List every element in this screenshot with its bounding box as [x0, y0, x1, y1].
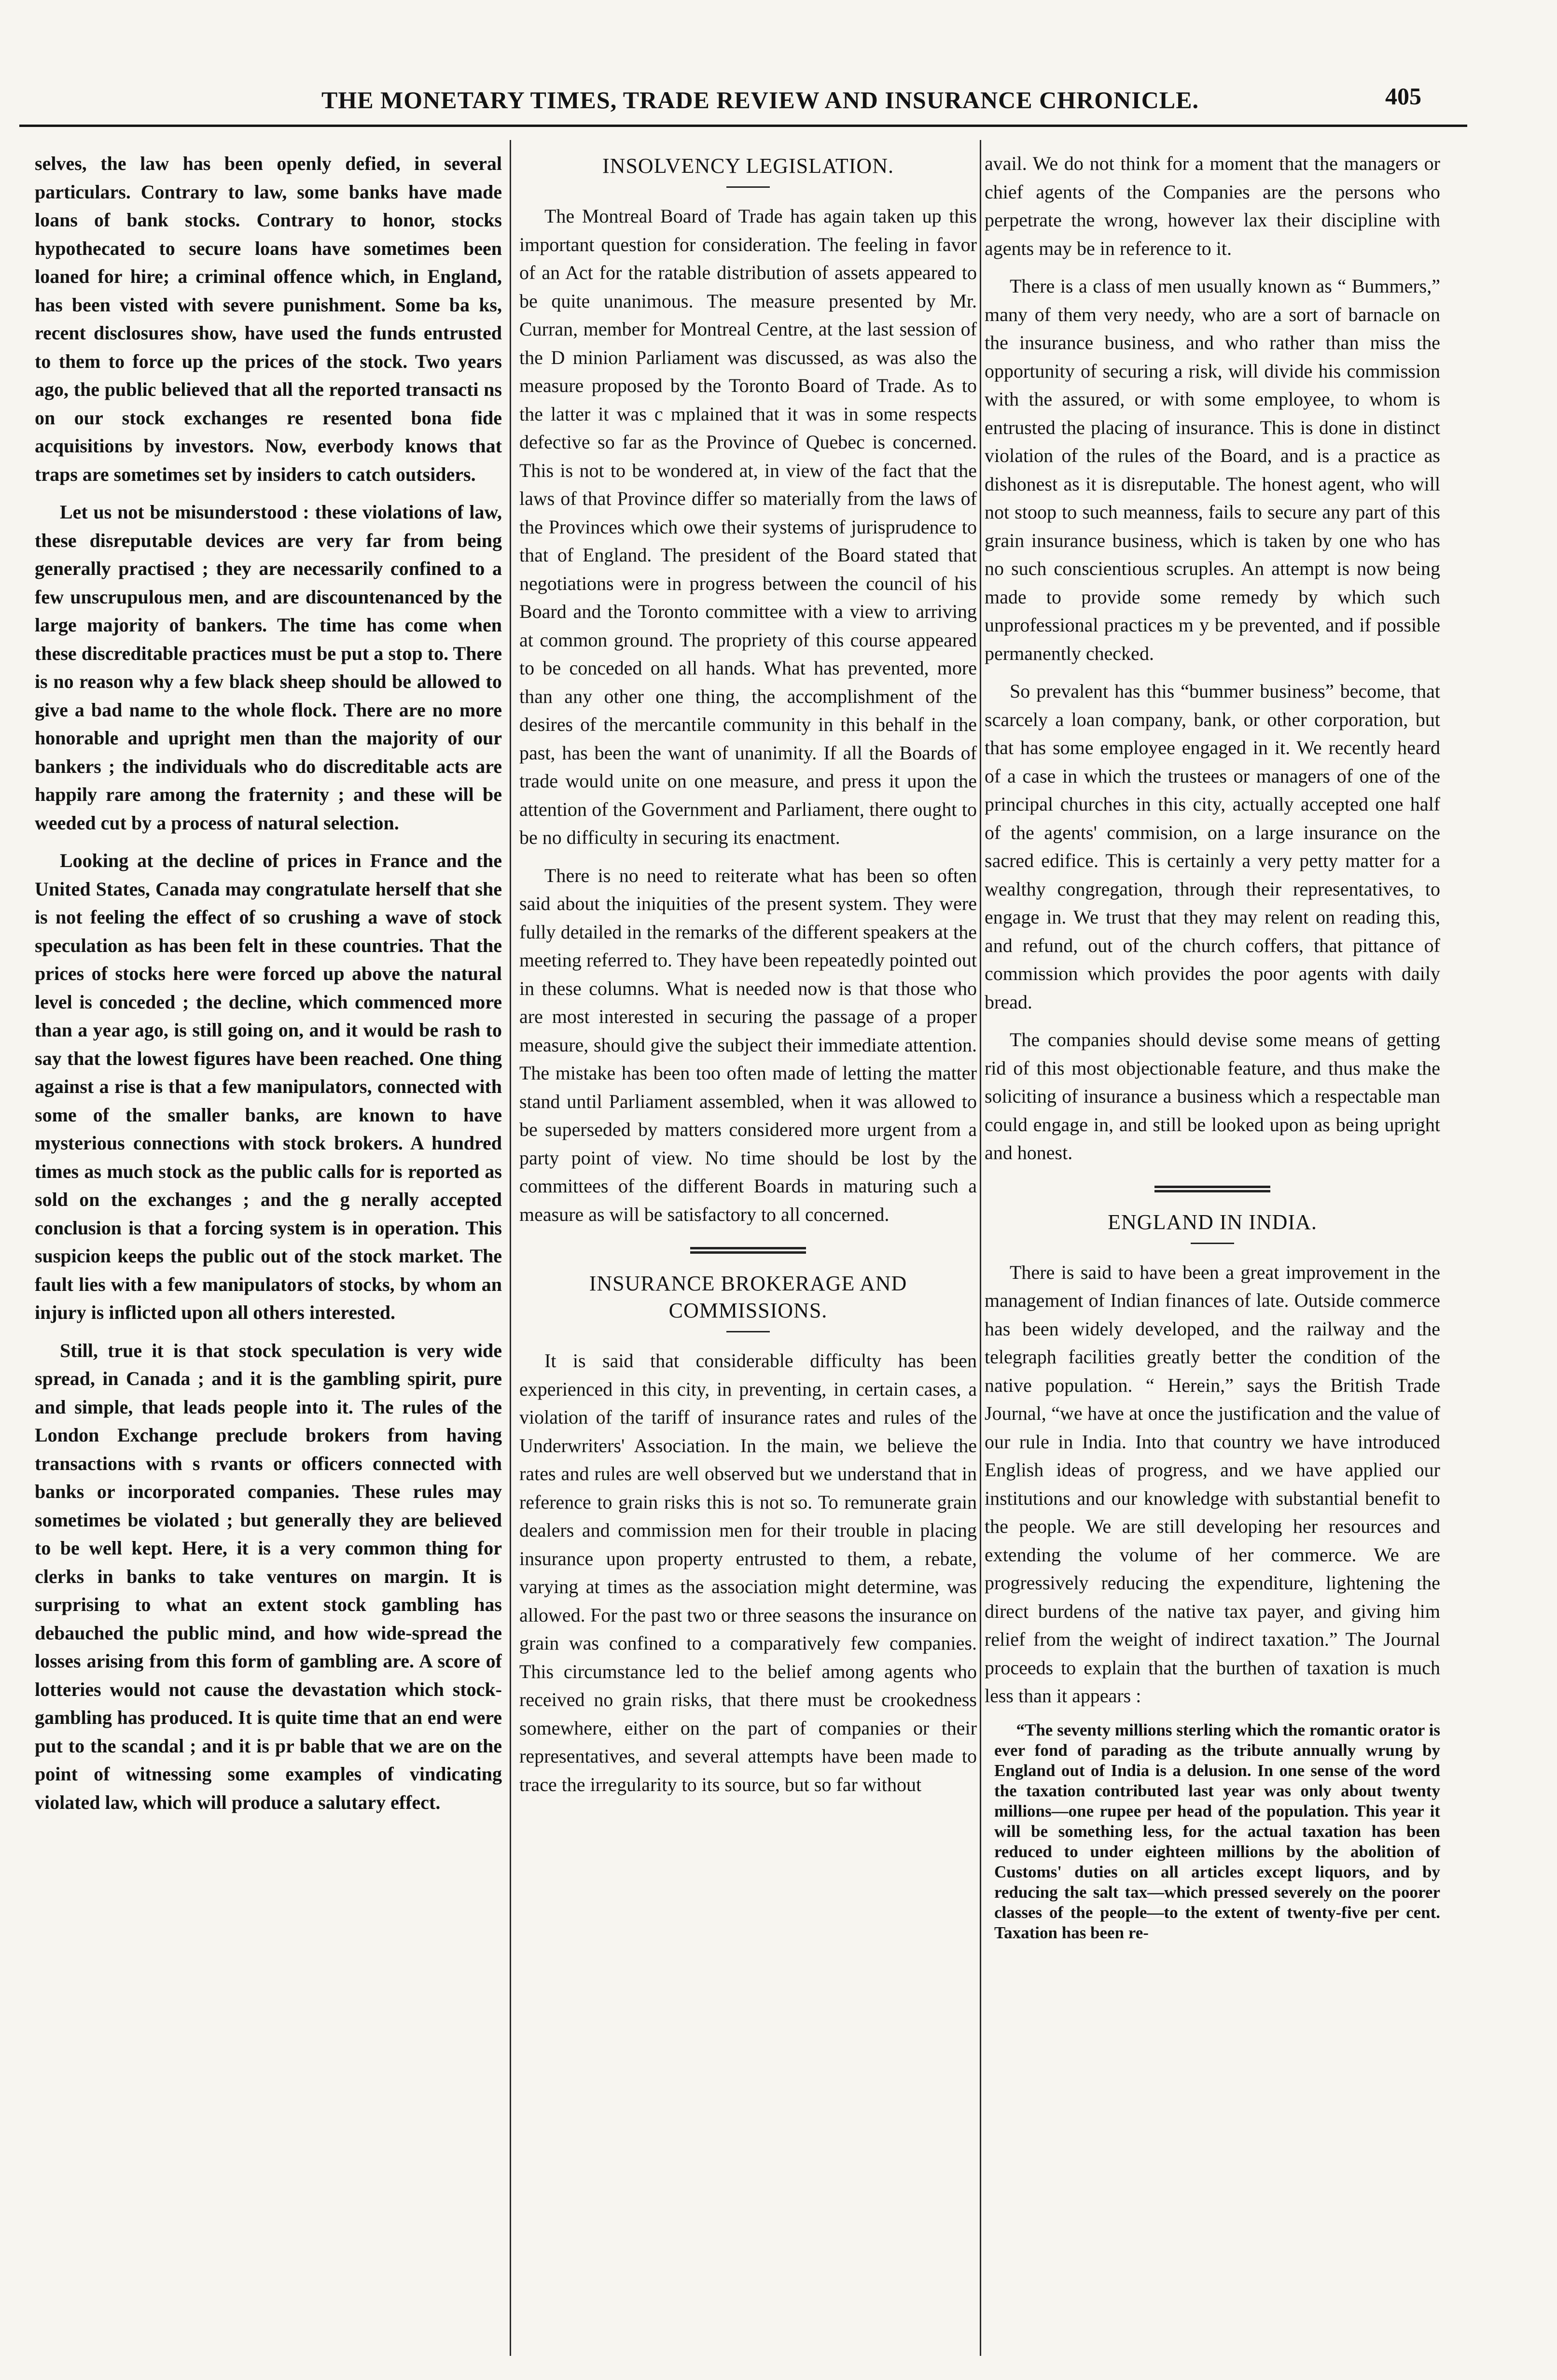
- paragraph: The companies should devise some means of getting rid of this most objectionable feature, and thus make the soliciting of insurance a business which a respectable man could engage in, and still be looked upon as being upright and honest.: [985, 1029, 1440, 1163]
- paragraph: avail. We do not think for a moment that the managers or chief agents of the Companies are the persons who perpetrate the wrong, however lax their discipline with agents may be in reference to it.: [985, 153, 1440, 259]
- section-divider: [1154, 1186, 1270, 1192]
- heading-rule: [726, 1331, 770, 1332]
- column-3: [985, 150, 1440, 2351]
- column-1: [35, 150, 502, 2351]
- paragraph: Looking at the decline of prices in France and the United States, Canada may congratulate herself that she is not feeling the effect of so crushing a wave of stock speculation as has been felt in these countries. That the prices of stocks here were forced up above the natural level is conceded ; the decline, which commenced more than a year ago, is still going on, and it would be rash to say that the lowest figures have been reached. One thing against a rise is that a few manipulators, connected with some of the smaller banks, are known to have mysterious connections with stock brokers. A hundred times as much stock as the public calls for is reported as sold on the exchanges ; and the g nerally accepted conclusion is that a forcing system is in operation. This suspicion keeps the public out of the stock market. The fault lies with a few manipulators of stocks, by whom an injury is inflicted upon all others interested.: [35, 850, 502, 1323]
- paragraph: Let us not be misunderstood : these violations of law, these disreputable devices are very far from being generally practised ; they are necessarily confined to a few unscrupulous men, and are discountenanced by the large majority of bankers. The time has come when these discreditable practices must be put a stop to. There is no reason why a few black sheep should be allowed to give a bad name to the whole flock. There are no more honorable and upright men than the majority of our bankers ; the individuals who do discreditable acts are happily rare among the fraternity ; and these will be weeded cut by a process of natural selection.: [35, 501, 502, 834]
- paragraph: There is no need to reiterate what has been so often said about the iniquities of the present system. They were fully detailed in the remarks of the different speakers at the meeting referred to. They have been repeatedly pointed out in these columns. What is needed now is that those who are most interested in securing the passage of a proper measure, should give the subject their immediate attention. The mistake has been too often made of letting the matter stand until Parliament assembled, when it was allowed to be superseded by matters considered more urgent from a party point of view. No time should be lost by the committees of the different Boards in maturing such a measure as will be satisfactory to all concerned.: [519, 864, 977, 1225]
- paragraph: Still, true it is that stock speculation is very wide spread, in Canada ; and it is the gambling spirit, pure and simple, that leads people into it. The rules of the London Exchange preclude brokers from having transactions with s rvants or officers connected with banks or incorporated companies. These rules may sometimes be violated ; but generally they are believed to be well kept. Here, it is a very common thing for clerks in banks to take ventures on margin. It is surprising to what an extent stock gambling has debauched the public mind, and how wide-spread the losses arising from this form of gambling are. A score of lotteries would not cause the devastation which stock-gambling has produced. It is quite time that an end were put to the scandal ; and it is pr bable that we are on the point of witnessing some examples of vindicating violated law, which will produce a salutary effect.: [35, 1339, 502, 1813]
- page-number: 405: [1385, 83, 1421, 110]
- paragraph: So prevalent has this “bummer business” become, that scarcely a loan company, bank, or other corporation, but that has some employee engaged in it. We recently heard of a case in which the trustees or managers of one of the principal churches in this city, actually accepted one half of the agents' commision, on a large insurance on the sacred edifice. This is certainly a very petty matter for a wealthy congregation, through their representatives, to engage in. We trust that they may relent on reading this, and refund, out of the church coffers, that pittance of commission which provides the poor agents with daily bread.: [985, 680, 1440, 1013]
- column-divider: [980, 140, 981, 2356]
- column-2: [519, 150, 977, 2351]
- page-header: [0, 72, 1557, 130]
- heading-rule: [1191, 1243, 1234, 1244]
- article-heading: INSURANCE BROKERAGE AND: [589, 1272, 907, 1295]
- article-heading: ENGLAND IN INDIA.: [1108, 1210, 1317, 1234]
- paragraph: selves, the law has been openly defied, in several particulars. Contrary to law, some banks have made loans of bank stocks. Contrary to honor, stocks hypothecated to secure loans have sometimes been loaned for hire; a criminal offence which, in England, has been visted with severe punishment. Some ba ks, recent disclosures show, have used the funds entrusted to them to force up the prices of the stock. Two years ago, the public believed that all the reported transacti ns on our stock exchanges re resented bona fide acquisitions by investors. Now, everbody knows that traps are sometimes set by insiders to catch outsiders.: [35, 153, 502, 485]
- header-rule: [19, 125, 1467, 127]
- masthead-title: THE MONETARY TIMES, TRADE REVIEW AND INSURANCE CHRONICLE.: [321, 86, 1199, 113]
- heading-rule: [726, 186, 770, 188]
- paragraph: The Montreal Board of Trade has again taken up this important question for consideration. The feeling in favor of an Act for the ratable distribution of assets appeared to be quite unanimous. The measure presented by Mr. Curran, member for Montreal Centre, at the last session of the D minion Parliament was discussed, as was also the measure proposed by the Toronto Board of Trade. As to the latter it was c mplained that it was in some respects defective so far as the Province of Quebec is concerned. This is not to be wondered at, in view of the fact that the laws of that Province differ so materially from the laws of the Provinces which owe their systems of jurisprudence to that of England. The president of the Board stated that negotiations were in progress between the council of his Board and the Toronto committee with a view to arriving at common ground. The propriety of this course appeared to be conceded on all hands. What has prevented, more than any other one thing, the accomplishment of the desires of the mercantile community in this behalf in the past, has been the want of unanimity. If all the Boards of trade would unite on one measure, and press it upon the attention of the Government and Parliament, there ought to be no difficulty in securing its enactment.: [519, 205, 977, 848]
- paragraph: There is a class of men usually known as “ Bummers,” many of them very needy, who are a sort of barnacle on the insurance business, and who rather than miss the opportunity of securing a risk, will divide his commission with the assured, or with some employee, to whom is entrusted the placing of insurance. This is done in distinct violation of the rules of the Board, and is a practice as dishonest as it is disreputable. The honest agent, who will not stoop to such meanness, fails to secure any part of this grain insurance business, which is taken by one who has no such conscientious scruples. An attempt is now being made to provide some remedy by which such unprofessional practices m y be prevented, and if possible permanently checked.: [985, 275, 1440, 664]
- paragraph: It is said that considerable difficulty has been experienced in this city, in preventing, in certain cases, a violation of the tariff of insurance rates and rules of the Underwriters' Association. In the main, we believe the rates and rules are well observed but we understand that in reference to grain risks this is not so. To remunerate grain dealers and commission men for their trouble in placing insurance upon property entrusted to them, a rebate, varying at times as the association might determine, was allowed. For the past two or three seasons the insurance on grain was confined to a comparatively few companies. This circumstance led to the belief among agents who received no grain risks, that there must be crookedness somewhere, either on the part of companies or their representatives, and several attempts have been made to trace the irregularity to its source, but so far without: [519, 1350, 977, 1795]
- section-divider: [690, 1247, 806, 1254]
- article-heading: INSOLVENCY LEGISLATION.: [602, 154, 894, 178]
- paragraph: There is said to have been a great improvement in the management of Indian finances of late. Outside commerce has been widely developed, and the railway and the telegraph facilities greatly better the condition of the native population. “ Herein,” says the British Trade Journal, “we have at once the justification and the value of our rule in India. Into that country we have introduced English ideas of progress, and we have applied our institutions and our knowledge with substantial benefit to the people. We are still developing her resources and extending the volume of her commerce. We are progressively reducing the expenditure, lightening the direct burdens of the native tax payer, and giving him relief from the weight of indirect taxation.” The Journal proceeds to explain that the burthen of taxation is much less than it appears :: [985, 1261, 1440, 1707]
- column-divider: [510, 140, 511, 2356]
- article-heading: COMMISSIONS.: [668, 1299, 828, 1322]
- block-quote: “The seventy millions sterling which the romantic orator is ever fond of parading as the tribute annually wrung by England out of India is a delusion. In one sense of the word the taxation contributed last year was only about twenty millions—one rupee per head of the population. This year it will be something less, for the actual taxation has been reduced to under eighteen millions by the abolition of Customs' duties on all articles except liquors, and by reducing the salt tax—which pressed severely on the poorer classes of the people—to the extent of twenty-five per cent. Taxation has been re-: [994, 1720, 1440, 1942]
